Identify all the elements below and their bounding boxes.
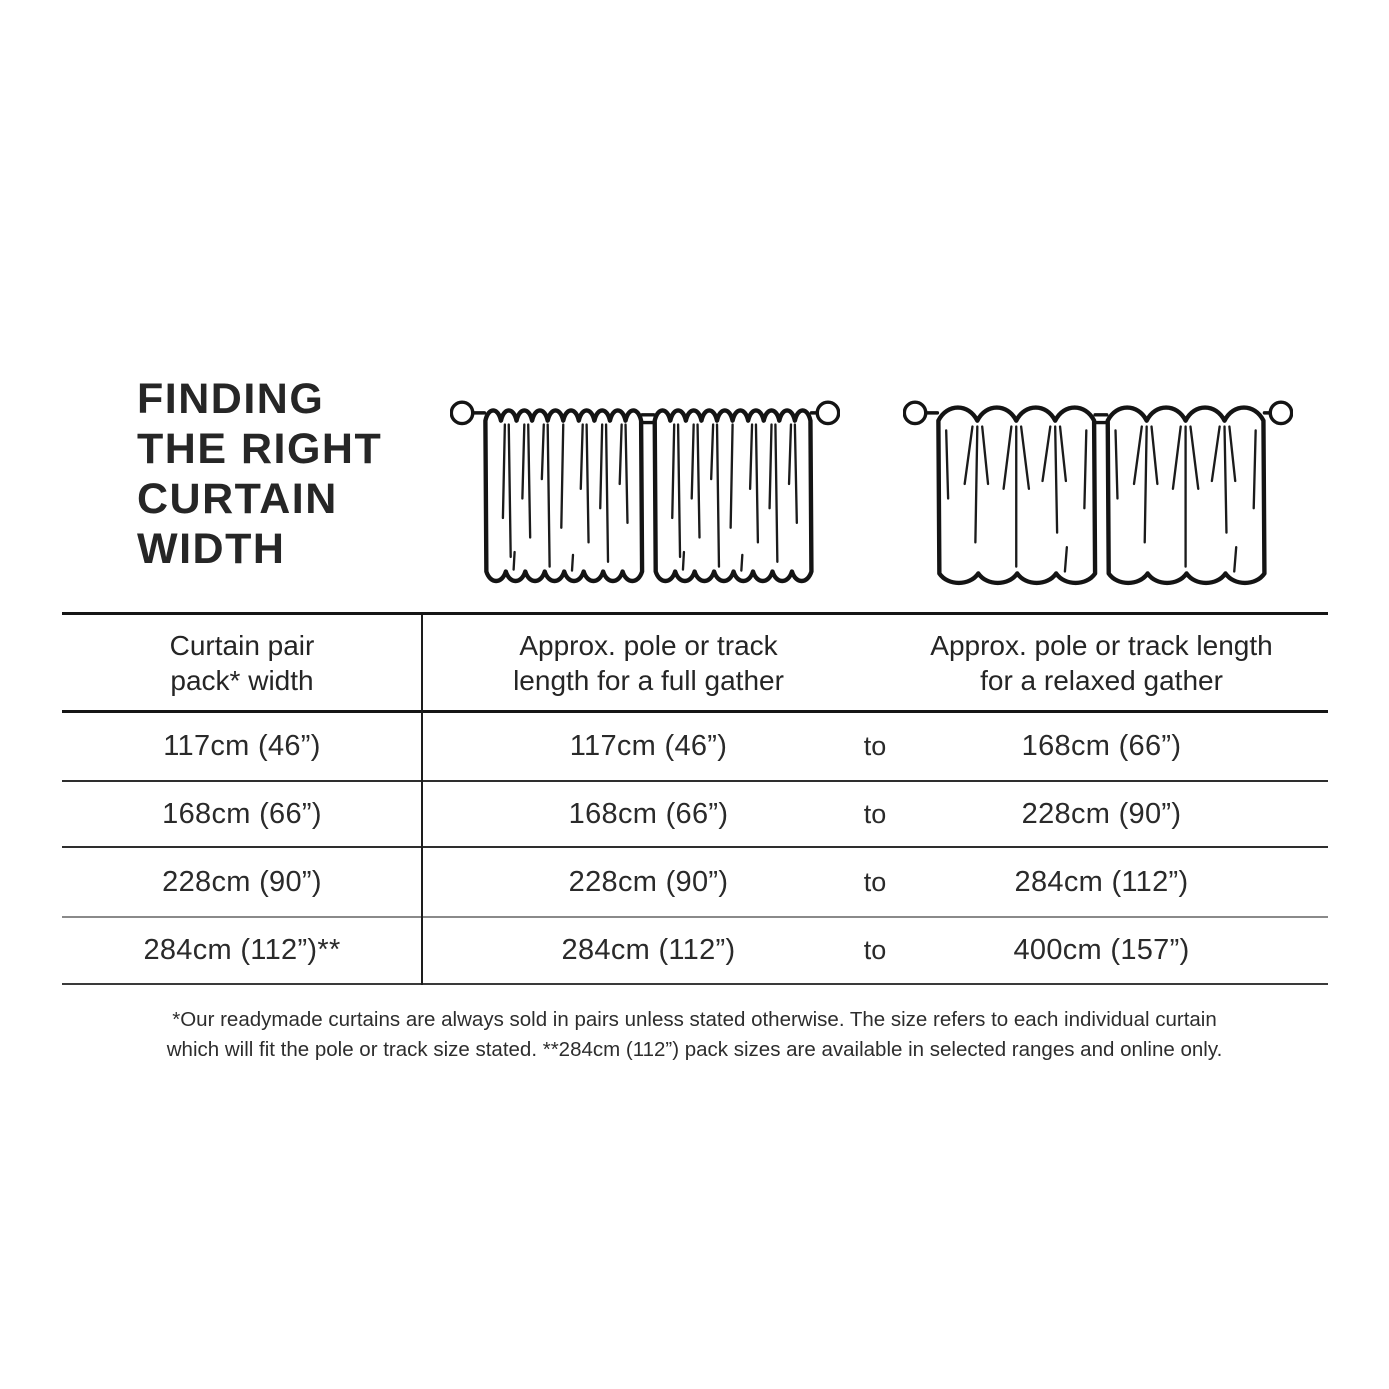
table-row: [62, 782, 1328, 848]
title-line: CURTAIN: [137, 475, 338, 523]
pack-width-value: 228cm (90”): [162, 865, 322, 898]
header-line: pack* width: [170, 664, 314, 696]
pack-width-value: 117cm (46”): [163, 730, 321, 762]
relaxed-gather-value: 284cm (112”): [1014, 865, 1189, 898]
footnote-line: *Our readymade curtains are always sold in pairs unless stated otherwise. The size refers to each individual curtain: [172, 1008, 1217, 1031]
header-line: Approx. pole or track length: [930, 629, 1273, 661]
pack-width-value: 284cm (112”)**: [143, 934, 341, 966]
relaxed-gather-value: 168cm (66”): [1021, 730, 1182, 762]
to-label: to: [863, 731, 887, 761]
table-header-row: [62, 615, 1328, 713]
curtain-pair-full-gather-icon: [450, 372, 840, 590]
table-row: [62, 848, 1328, 918]
table-row: [62, 713, 1328, 782]
header-relaxed-gather: [875, 628, 1328, 698]
relaxed-gather-value: 228cm (90”): [1021, 797, 1182, 830]
relaxed-gather-value: 400cm (157”): [1013, 934, 1190, 966]
page-title: [137, 374, 382, 574]
full-gather-value: 284cm (112”): [561, 934, 736, 966]
full-gather-value: 228cm (90”): [568, 865, 729, 898]
header-full-gather: [422, 628, 875, 698]
full-gather-value: 168cm (66”): [568, 797, 729, 830]
full-gather-value: 117cm (46”): [569, 730, 728, 762]
curtain-pair-relaxed-gather-icon: [903, 372, 1293, 590]
title-line: WIDTH: [137, 525, 286, 573]
full-gather-curtain-illustration: [450, 372, 840, 590]
pack-width-value: 168cm (66”): [162, 797, 322, 830]
curtain-size-table: [62, 612, 1328, 985]
table-row: [62, 918, 1328, 985]
header-pack-width: [62, 628, 422, 698]
footnote-line: which will fit the pole or track size stated. **284cm (112”) pack sizes are available in selected ranges and online only.: [166, 1038, 1223, 1061]
header-line: Approx. pole or track: [519, 629, 778, 661]
header-line: for a relaxed gather: [980, 664, 1223, 696]
to-label: to: [863, 798, 887, 829]
title-line: THE RIGHT: [137, 425, 383, 473]
relaxed-gather-curtain-illustration: [903, 372, 1293, 590]
title-line: FINDING: [137, 375, 325, 423]
to-label: to: [863, 935, 887, 965]
header-line: Curtain pair: [169, 629, 315, 661]
header-line: length for a full gather: [513, 664, 784, 696]
footnote: [0, 1005, 1389, 1065]
to-label: to: [863, 866, 887, 897]
